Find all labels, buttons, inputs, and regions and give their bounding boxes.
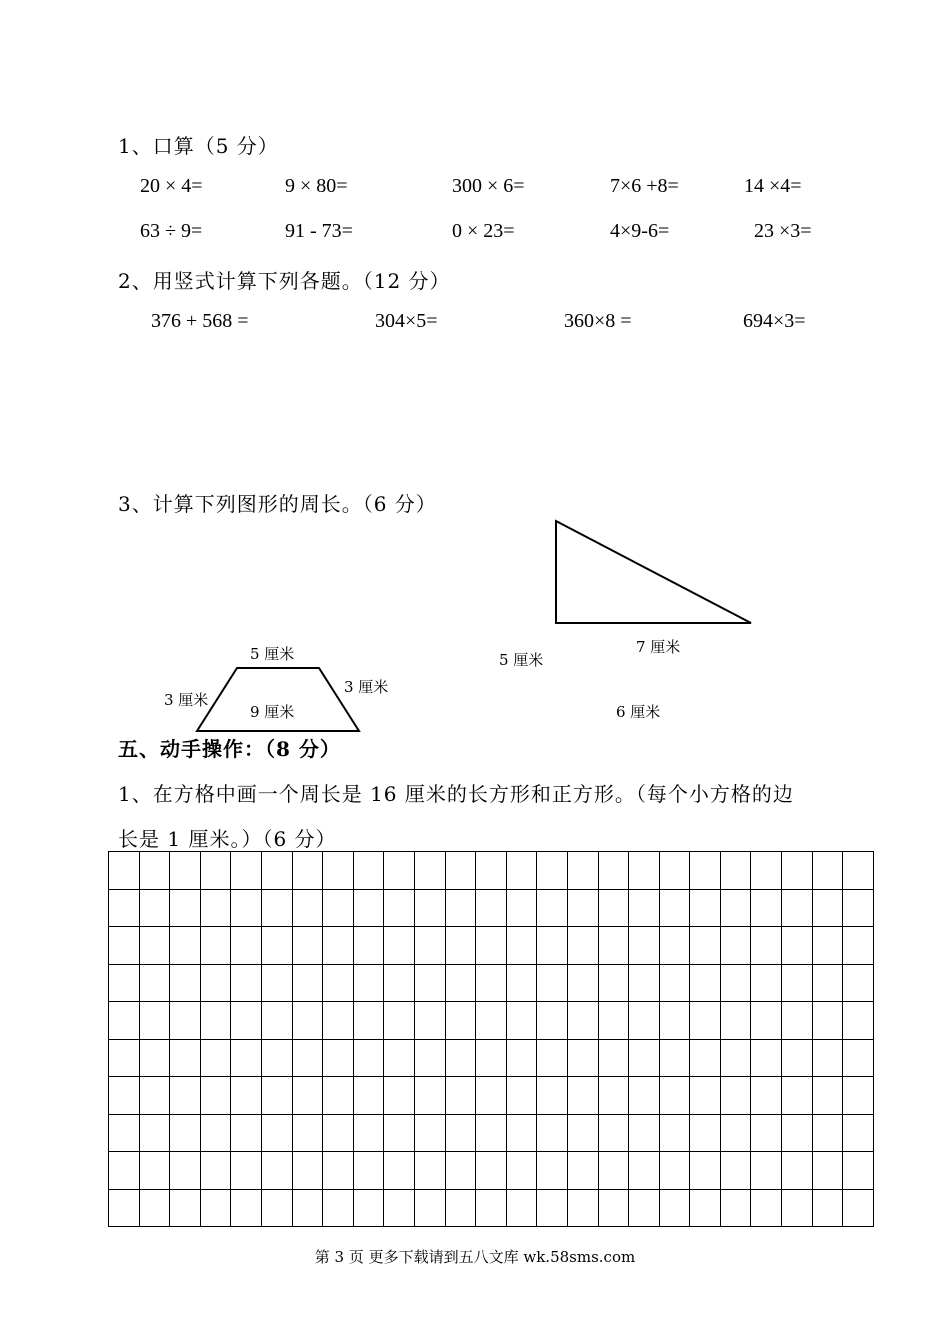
grid-cell[interactable] (292, 889, 323, 927)
grid-cell[interactable] (537, 889, 568, 927)
grid-cell[interactable] (384, 852, 415, 890)
grid-cell[interactable] (751, 1077, 782, 1115)
grid-cell[interactable] (476, 1002, 507, 1040)
trapezoid-right-label: 3 厘米 (344, 678, 389, 696)
grid-cell[interactable] (261, 1114, 292, 1152)
grid-cell[interactable] (598, 964, 629, 1002)
grid-cell[interactable] (292, 927, 323, 965)
q2-title: 2、用竖式计算下列各题。（12 分） (118, 269, 451, 293)
grid-cell[interactable] (567, 889, 598, 927)
grid-cell[interactable] (843, 1077, 874, 1115)
grid-cell[interactable] (261, 1077, 292, 1115)
grid-cell[interactable] (537, 1002, 568, 1040)
grid-cell[interactable] (812, 1039, 843, 1077)
grid-cell[interactable] (292, 964, 323, 1002)
grid-cell[interactable] (231, 1002, 262, 1040)
grid-cell[interactable] (414, 1039, 445, 1077)
grid-cell[interactable] (598, 1077, 629, 1115)
grid-cell[interactable] (506, 1114, 537, 1152)
grid-cell[interactable] (170, 1189, 201, 1227)
grid-cell[interactable] (109, 927, 140, 965)
grid-cell[interactable] (812, 1189, 843, 1227)
grid-cell[interactable] (751, 1114, 782, 1152)
grid-cell[interactable] (384, 1152, 415, 1190)
grid-cell[interactable] (629, 889, 660, 927)
grid-cell[interactable] (231, 964, 262, 1002)
grid-cell[interactable] (476, 852, 507, 890)
grid-cell[interactable] (598, 1152, 629, 1190)
grid-cell[interactable] (445, 1114, 476, 1152)
grid-cell[interactable] (139, 964, 170, 1002)
grid-cell[interactable] (567, 852, 598, 890)
grid-cell[interactable] (629, 852, 660, 890)
grid-cell[interactable] (843, 1152, 874, 1190)
grid-cell[interactable] (139, 889, 170, 927)
grid-cell[interactable] (414, 852, 445, 890)
grid-cell[interactable] (751, 1152, 782, 1190)
grid-cell[interactable] (139, 1189, 170, 1227)
grid-cell[interactable] (659, 1002, 690, 1040)
grid-cell[interactable] (812, 1002, 843, 1040)
grid-cell[interactable] (720, 1189, 751, 1227)
grid-cell[interactable] (139, 1152, 170, 1190)
grid-cell[interactable] (782, 927, 813, 965)
grid-cell[interactable] (323, 1002, 354, 1040)
grid-cell[interactable] (720, 1077, 751, 1115)
grid-cell[interactable] (843, 1114, 874, 1152)
grid-cell[interactable] (843, 1002, 874, 1040)
grid-row (109, 1002, 874, 1040)
grid-cell[interactable] (537, 927, 568, 965)
grid-cell[interactable] (261, 1039, 292, 1077)
grid-cell[interactable] (170, 1114, 201, 1152)
triangle-bottom-label: 6 厘米 (616, 703, 661, 721)
grid-cell[interactable] (782, 1189, 813, 1227)
grid-cell[interactable] (690, 852, 721, 890)
grid-cell[interactable] (170, 927, 201, 965)
triangle-left-label: 5 厘米 (499, 651, 544, 669)
grid-cell[interactable] (843, 1039, 874, 1077)
grid-cell[interactable] (414, 964, 445, 1002)
grid-cell[interactable] (414, 1114, 445, 1152)
grid-cell[interactable] (629, 1189, 660, 1227)
q3-title: 3、计算下列图形的周长。（6 分） (118, 492, 437, 516)
grid-cell[interactable] (384, 1189, 415, 1227)
grid-cell[interactable] (598, 1114, 629, 1152)
page-footer: 第 3 页 更多下载请到五八文库 wk.58sms.com (314, 1248, 636, 1266)
grid-cell[interactable] (812, 964, 843, 1002)
grid-cell[interactable] (659, 1189, 690, 1227)
grid-cell[interactable] (353, 889, 384, 927)
grid-row (109, 1077, 874, 1115)
grid-cell[interactable] (231, 889, 262, 927)
grid-cell[interactable] (323, 1039, 354, 1077)
grid-cell[interactable] (109, 1189, 140, 1227)
grid-cell[interactable] (170, 1077, 201, 1115)
grid-cell[interactable] (812, 1077, 843, 1115)
grid-cell[interactable] (353, 852, 384, 890)
grid-cell[interactable] (414, 1189, 445, 1227)
grid-cell[interactable] (537, 964, 568, 1002)
grid-cell[interactable] (353, 1039, 384, 1077)
q1-r2-c3: 0 × 23= (452, 220, 515, 242)
grid-cell[interactable] (384, 1077, 415, 1115)
q1-r1-c5: 14 ×4= (744, 175, 802, 197)
grid-cell[interactable] (476, 1077, 507, 1115)
grid-cell[interactable] (170, 889, 201, 927)
grid-cell[interactable] (690, 889, 721, 927)
grid-cell[interactable] (659, 1114, 690, 1152)
grid-cell[interactable] (598, 1039, 629, 1077)
grid-cell[interactable] (292, 1039, 323, 1077)
grid-row (109, 927, 874, 965)
trapezoid-left-label: 3 厘米 (164, 691, 209, 709)
grid-cell[interactable] (445, 889, 476, 927)
grid-cell[interactable] (384, 927, 415, 965)
grid-cell[interactable] (720, 1002, 751, 1040)
grid-cell[interactable] (659, 1152, 690, 1190)
grid-cell[interactable] (843, 852, 874, 890)
grid-cell[interactable] (476, 1189, 507, 1227)
q2-item-1: 376 + 568 = (151, 310, 249, 332)
grid-cell[interactable] (445, 1077, 476, 1115)
grid-cell[interactable] (629, 1039, 660, 1077)
grid-cell[interactable] (200, 1189, 231, 1227)
grid-cell[interactable] (567, 1114, 598, 1152)
grid-cell[interactable] (812, 1152, 843, 1190)
section5-title: 五、动手操作：（8 分） (118, 737, 341, 761)
grid-cell[interactable] (200, 964, 231, 1002)
grid-cell[interactable] (414, 889, 445, 927)
grid-cell[interactable] (414, 1002, 445, 1040)
grid-cell[interactable] (109, 889, 140, 927)
q2-item-4: 694×3= (743, 310, 806, 332)
grid-cell[interactable] (751, 1189, 782, 1227)
grid-cell[interactable] (629, 1077, 660, 1115)
grid-cell[interactable] (109, 1077, 140, 1115)
grid-cell[interactable] (231, 1189, 262, 1227)
grid-cell[interactable] (506, 1189, 537, 1227)
section5-q1-line2: 长是 1 厘米。）（6 分） (118, 827, 337, 851)
grid-cell[interactable] (537, 1077, 568, 1115)
grid-cell[interactable] (261, 927, 292, 965)
grid-cell[interactable] (537, 1039, 568, 1077)
grid-cell[interactable] (751, 889, 782, 927)
grid-row (109, 1114, 874, 1152)
grid-cell[interactable] (843, 1189, 874, 1227)
grid-cell[interactable] (567, 1077, 598, 1115)
grid-cell[interactable] (659, 889, 690, 927)
grid-row (109, 964, 874, 1002)
grid-cell[interactable] (506, 852, 537, 890)
grid-cell[interactable] (720, 927, 751, 965)
grid-cell[interactable] (323, 927, 354, 965)
grid-cell[interactable] (200, 1152, 231, 1190)
grid-cell[interactable] (353, 1077, 384, 1115)
grid-cell[interactable] (720, 964, 751, 1002)
q1-r1-c3: 300 × 6= (452, 175, 525, 197)
grid-cell[interactable] (690, 1189, 721, 1227)
grid-cell[interactable] (720, 1114, 751, 1152)
grid-cell[interactable] (782, 1152, 813, 1190)
grid-cell[interactable] (353, 927, 384, 965)
grid-cell[interactable] (445, 964, 476, 1002)
triangle-hyp-label: 7 厘米 (636, 638, 681, 656)
grid-cell[interactable] (690, 1039, 721, 1077)
grid-cell[interactable] (690, 1077, 721, 1115)
grid-row (109, 852, 874, 890)
q1-r2-c4: 4×9-6= (610, 220, 670, 242)
grid-cell[interactable] (109, 1114, 140, 1152)
grid-cell[interactable] (720, 889, 751, 927)
grid-cell[interactable] (629, 1152, 660, 1190)
grid-cell[interactable] (751, 927, 782, 965)
grid-cell[interactable] (506, 964, 537, 1002)
grid-cell[interactable] (139, 1114, 170, 1152)
grid-cell[interactable] (782, 889, 813, 927)
grid-cell[interactable] (323, 1077, 354, 1115)
grid-cell[interactable] (353, 1152, 384, 1190)
grid-cell[interactable] (720, 1039, 751, 1077)
grid-cell[interactable] (782, 1077, 813, 1115)
grid-cell[interactable] (139, 927, 170, 965)
grid-cell[interactable] (659, 1039, 690, 1077)
grid-cell[interactable] (231, 1114, 262, 1152)
grid-cell[interactable] (200, 852, 231, 890)
grid-cell[interactable] (170, 1039, 201, 1077)
grid-cell[interactable] (292, 1189, 323, 1227)
grid-cell[interactable] (537, 1189, 568, 1227)
grid-cell[interactable] (170, 852, 201, 890)
grid-cell[interactable] (598, 927, 629, 965)
grid-cell[interactable] (445, 927, 476, 965)
grid-cell[interactable] (659, 852, 690, 890)
grid-cell[interactable] (843, 927, 874, 965)
grid-cell[interactable] (109, 852, 140, 890)
grid-row (109, 889, 874, 927)
grid-cell[interactable] (659, 1077, 690, 1115)
grid-cell[interactable] (200, 889, 231, 927)
grid-cell[interactable] (139, 1002, 170, 1040)
grid-cell[interactable] (414, 1077, 445, 1115)
grid-cell[interactable] (353, 1002, 384, 1040)
grid-cell[interactable] (384, 889, 415, 927)
grid-cell[interactable] (782, 852, 813, 890)
grid-cell[interactable] (445, 1039, 476, 1077)
grid-cell[interactable] (414, 927, 445, 965)
grid-cell[interactable] (506, 889, 537, 927)
grid-cell[interactable] (751, 1002, 782, 1040)
triangle-outline (556, 521, 751, 623)
grid-cell[interactable] (598, 1189, 629, 1227)
grid-cell[interactable] (200, 1114, 231, 1152)
grid-cell[interactable] (690, 1152, 721, 1190)
grid-cell[interactable] (690, 927, 721, 965)
grid-cell[interactable] (537, 1114, 568, 1152)
grid-row (109, 1039, 874, 1077)
grid-cell[interactable] (261, 1189, 292, 1227)
q1-r2-c5: 23 ×3= (754, 220, 812, 242)
grid-cell[interactable] (261, 889, 292, 927)
grid-cell[interactable] (384, 1039, 415, 1077)
grid-cell[interactable] (476, 1114, 507, 1152)
grid-cell[interactable] (476, 964, 507, 1002)
grid-cell[interactable] (323, 1189, 354, 1227)
grid-cell[interactable] (261, 1152, 292, 1190)
grid-cell[interactable] (384, 964, 415, 1002)
grid-cell[interactable] (506, 1077, 537, 1115)
q1-r2-c1: 63 ÷ 9= (140, 220, 203, 242)
grid-cell[interactable] (629, 1114, 660, 1152)
grid-cell[interactable] (537, 1152, 568, 1190)
grid-cell[interactable] (261, 964, 292, 1002)
q1-r2-c2: 91 - 73= (285, 220, 353, 242)
grid-cell[interactable] (200, 1039, 231, 1077)
q1-r1-c1: 20 × 4= (140, 175, 203, 197)
grid-row (109, 1152, 874, 1190)
grid-cell[interactable] (292, 852, 323, 890)
grid-cell[interactable] (200, 1077, 231, 1115)
grid-cell[interactable] (782, 1002, 813, 1040)
grid-cell[interactable] (261, 1002, 292, 1040)
grid-cell[interactable] (323, 889, 354, 927)
grid-cell[interactable] (751, 852, 782, 890)
grid-cell[interactable] (292, 1114, 323, 1152)
grid-cell[interactable] (109, 964, 140, 1002)
grid-cell[interactable] (720, 1152, 751, 1190)
grid-cell[interactable] (598, 1002, 629, 1040)
grid-cell[interactable] (200, 1002, 231, 1040)
grid-cell[interactable] (476, 889, 507, 927)
grid-cell[interactable] (109, 1039, 140, 1077)
grid-cell[interactable] (843, 889, 874, 927)
trapezoid-top-label: 5 厘米 (250, 645, 295, 663)
grid-cell[interactable] (629, 1002, 660, 1040)
grid-cell[interactable] (567, 927, 598, 965)
grid-cell[interactable] (506, 1039, 537, 1077)
grid-cell[interactable] (843, 964, 874, 1002)
grid-row (109, 1189, 874, 1227)
grid-cell[interactable] (782, 964, 813, 1002)
grid-cell[interactable] (629, 964, 660, 1002)
grid-cell[interactable] (506, 927, 537, 965)
grid-cell[interactable] (812, 852, 843, 890)
grid-cell[interactable] (782, 1114, 813, 1152)
grid-cell[interactable] (659, 964, 690, 1002)
grid-cell[interactable] (231, 852, 262, 890)
grid-cell[interactable] (292, 1152, 323, 1190)
grid-cell[interactable] (720, 852, 751, 890)
drawing-grid[interactable] (108, 851, 874, 1227)
grid-cell[interactable] (323, 964, 354, 1002)
grid-cell[interactable] (598, 852, 629, 890)
grid-cell[interactable] (690, 1114, 721, 1152)
grid-cell[interactable] (323, 1114, 354, 1152)
grid-cell[interactable] (476, 927, 507, 965)
grid-cell[interactable] (170, 1002, 201, 1040)
grid-cell[interactable] (109, 1152, 140, 1190)
q1-title: 1、口算（5 分） (118, 134, 279, 158)
grid-cell[interactable] (812, 927, 843, 965)
grid-cell[interactable] (445, 1002, 476, 1040)
grid-cell[interactable] (414, 1152, 445, 1190)
grid-cell[interactable] (445, 1189, 476, 1227)
q1-r1-c4: 7×6 +8= (610, 175, 679, 197)
grid-cell[interactable] (292, 1077, 323, 1115)
grid-cell[interactable] (109, 1002, 140, 1040)
grid-cell[interactable] (476, 1039, 507, 1077)
grid-cell[interactable] (445, 852, 476, 890)
grid-cell[interactable] (323, 1152, 354, 1190)
grid-cell[interactable] (567, 1039, 598, 1077)
grid-cell[interactable] (567, 1002, 598, 1040)
grid-cell[interactable] (751, 1039, 782, 1077)
grid-cell[interactable] (231, 927, 262, 965)
q2-item-2: 304×5= (375, 310, 438, 332)
grid-cell[interactable] (782, 1039, 813, 1077)
grid-cell[interactable] (476, 1152, 507, 1190)
grid-cell[interactable] (139, 1039, 170, 1077)
grid-cell[interactable] (200, 927, 231, 965)
grid-cell[interactable] (170, 1152, 201, 1190)
grid-cell[interactable] (231, 1152, 262, 1190)
grid-cell[interactable] (567, 964, 598, 1002)
trapezoid-bottom-label: 9 厘米 (250, 703, 295, 721)
grid-cell[interactable] (659, 927, 690, 965)
section5-q1-line1: 1、在方格中画一个周长是 16 厘米的长方形和正方形。（每个小方格的边 (118, 782, 794, 806)
q2-item-3: 360×8 = (564, 310, 632, 332)
grid-cell[interactable] (567, 1189, 598, 1227)
q1-r1-c2: 9 × 80= (285, 175, 348, 197)
grid-cell[interactable] (384, 1002, 415, 1040)
grid-cell[interactable] (323, 852, 354, 890)
grid-cell[interactable] (812, 889, 843, 927)
grid-cell[interactable] (261, 852, 292, 890)
grid-cell[interactable] (139, 1077, 170, 1115)
grid-cell[interactable] (353, 1189, 384, 1227)
grid-cell[interactable] (506, 1152, 537, 1190)
grid-cell[interactable] (812, 1114, 843, 1152)
grid-cell[interactable] (690, 1002, 721, 1040)
grid-cell[interactable] (506, 1002, 537, 1040)
grid-cell[interactable] (537, 852, 568, 890)
grid-cell[interactable] (598, 889, 629, 927)
grid-cell[interactable] (231, 1077, 262, 1115)
grid-cell[interactable] (292, 1002, 323, 1040)
grid-cell[interactable] (751, 964, 782, 1002)
grid-cell[interactable] (170, 964, 201, 1002)
grid-cell[interactable] (629, 927, 660, 965)
grid-cell[interactable] (139, 852, 170, 890)
grid-cell[interactable] (690, 964, 721, 1002)
grid-cell[interactable] (445, 1152, 476, 1190)
grid-cell[interactable] (231, 1039, 262, 1077)
grid-cell[interactable] (384, 1114, 415, 1152)
grid-cell[interactable] (353, 1114, 384, 1152)
grid-cell[interactable] (353, 964, 384, 1002)
grid-cell[interactable] (567, 1152, 598, 1190)
